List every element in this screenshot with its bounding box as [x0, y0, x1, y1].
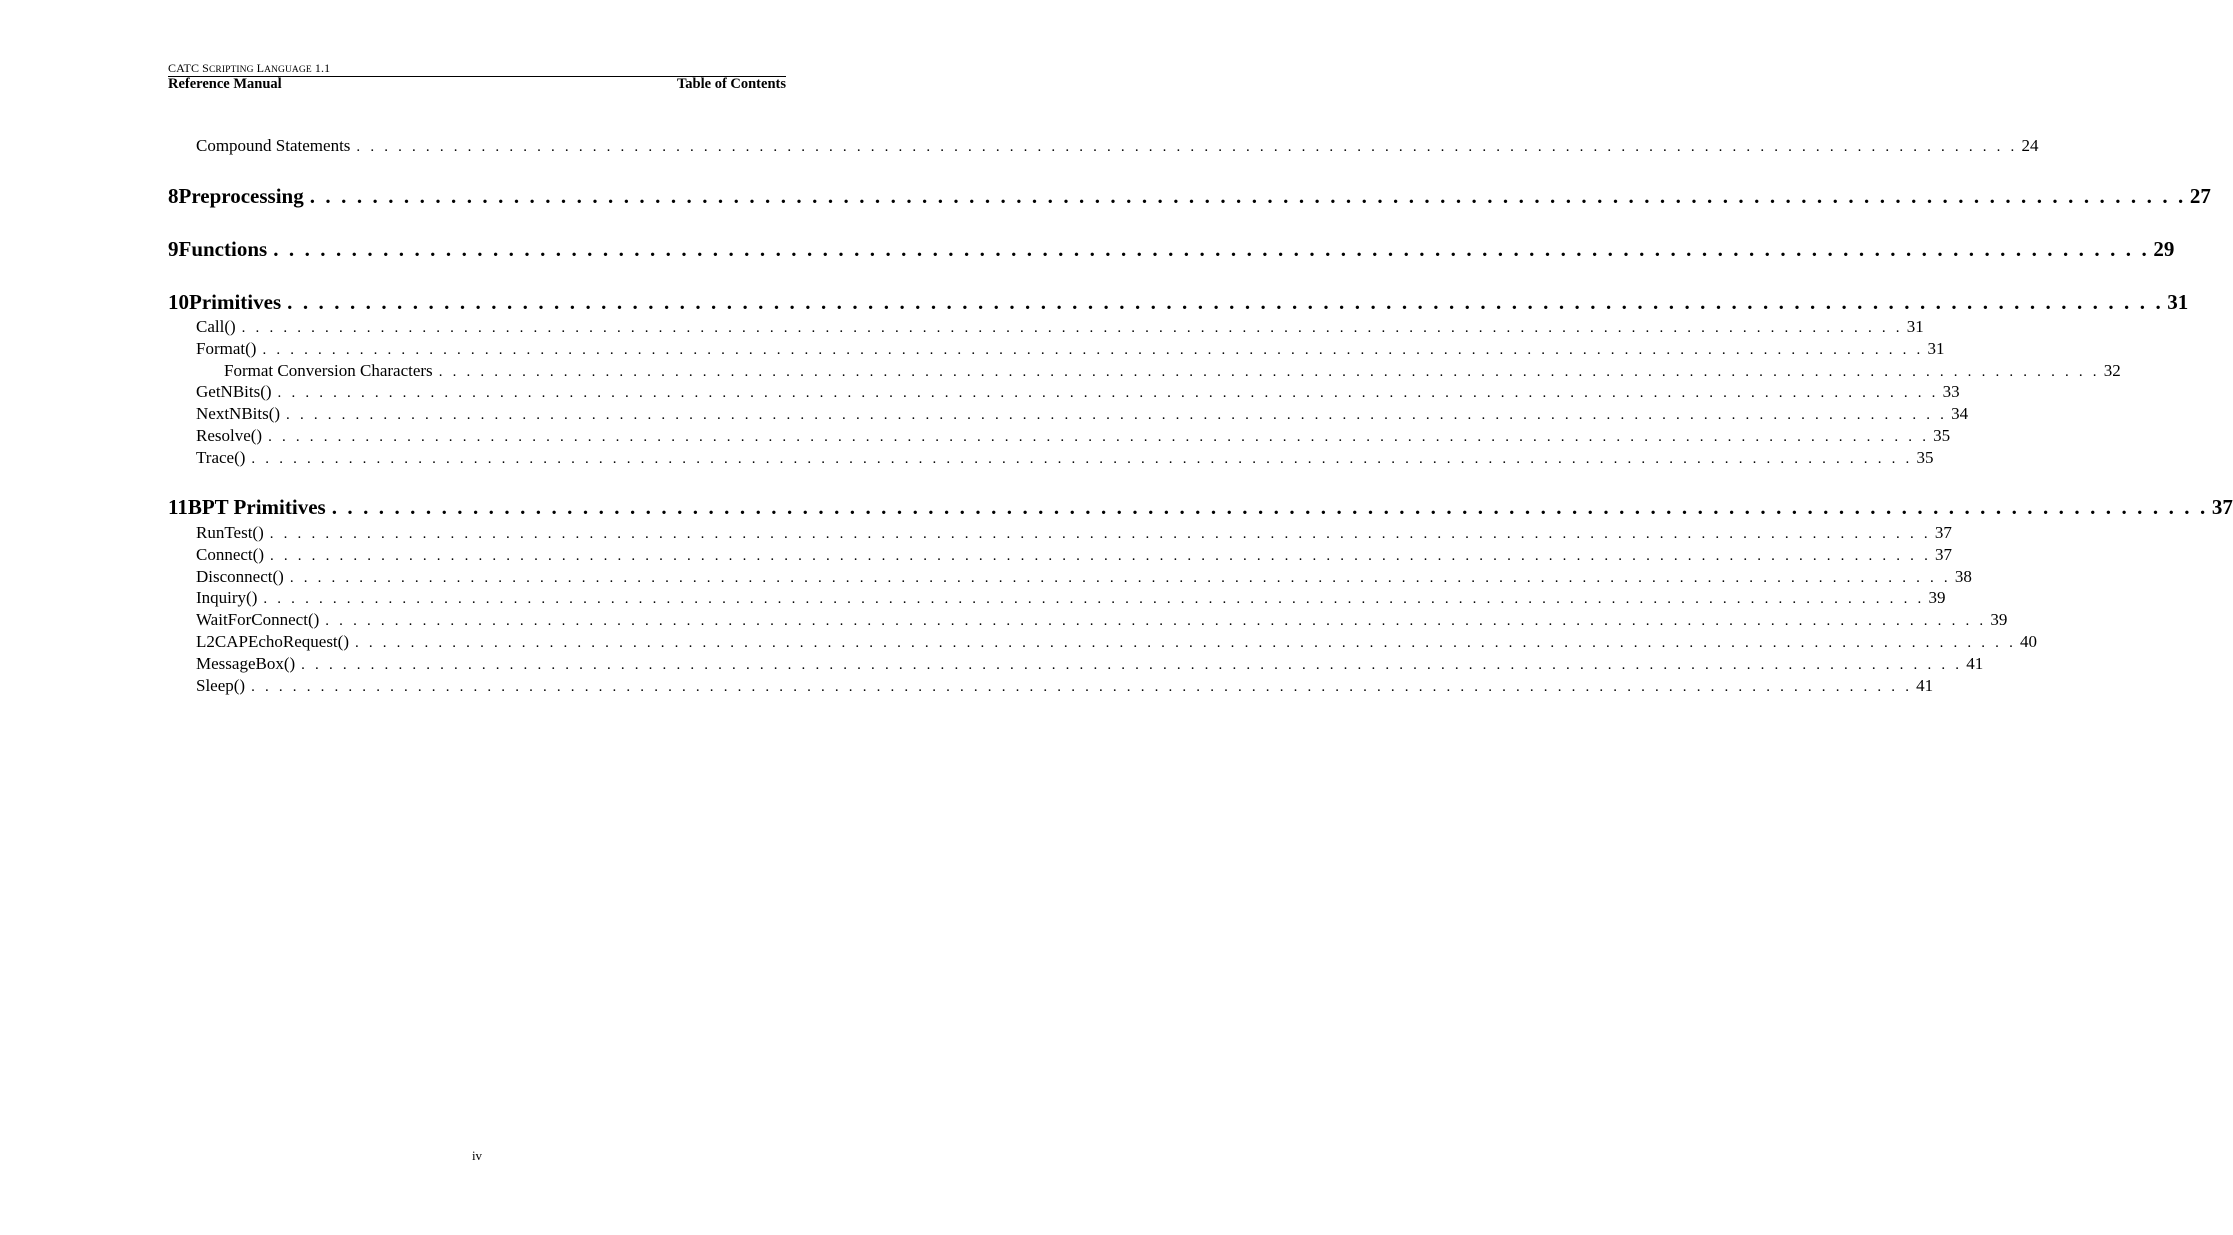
toc-page-number: 38 — [1954, 567, 1972, 586]
toc-page-number: 29 — [2153, 237, 2175, 261]
toc-entry-title: MessageBox() — [196, 654, 296, 673]
toc-entry-title: BPT Primitives — [187, 495, 326, 519]
toc-entry-title: Trace() — [196, 448, 246, 467]
toc-entry-title: Format Conversion Characters — [224, 361, 433, 380]
toc-page-number: 41 — [1966, 654, 1984, 673]
toc-entry[interactable] — [168, 382, 1960, 402]
toc-dot-leader: . . . . . . . . . . . . . . . . . . . . . . . . . . . . . . . . . . . . . . . . . . . . . . . . . . . . . . . . . . . . . . . . . . . . . . . . . . . . . . . . . . . . . . . . . . . . . . . . . . . . . . . . . . . . . . . . . . . . . . . . — [289, 570, 1951, 586]
toc-dot-leader: . . . . . . . . . . . . . . . . . . . . . . . . . . . . . . . . . . . . . . . . . . . . . . . . . . . . . . . . . . . . . . . . . . . . . . . . . . . . . . . . . . . . . . . . . . . . . . . . . . . . . . . . . . . . . . . . . . . . . . . . — [325, 613, 1987, 629]
toc-entry-title: Connect() — [196, 545, 264, 564]
toc-entry-title: Format() — [196, 339, 257, 358]
page-number: iv — [471, 1148, 483, 1163]
header-title-part: CATC S — [168, 61, 209, 75]
toc-entry[interactable] — [168, 426, 1951, 446]
toc-dot-leader: . . . . . . . . . . . . . . . . . . . . . . . . . . . . . . . . . . . . . . . . . . . . . . . . . . . . . . . . . . . . . . . . . . . . . . . . . . . . . . . . . . . . . . . . . . . . . . . . . . . . . . . . . . . . . . . . . . . . . . . . — [354, 635, 2017, 651]
toc-entry-title: RunTest() — [196, 523, 264, 542]
header-title-part: L — [253, 61, 265, 75]
toc-entry[interactable] — [168, 495, 2233, 520]
toc-page-number: 39 — [1928, 588, 1946, 607]
toc-entry[interactable] — [168, 545, 1953, 565]
toc-page-number: 31 — [1906, 317, 1924, 336]
toc-entry[interactable] — [168, 610, 2008, 630]
header-title-part: CRIPTING — [208, 65, 254, 75]
toc-dot-leader: . . . . . . . . . . . . . . . . . . . . . . . . . . . . . . . . . . . . . . . . . . . . . . . . . . . . . . . . . . . . . . . . . . . . . . . . . . . . . . . . . . . . . . . . . . . . . . . . . . . . . . . . . . . . . . . . . . . . . . . . — [438, 364, 2100, 380]
toc-chapter-number: 10 — [168, 290, 189, 314]
header-title-part: 1.1 — [311, 61, 331, 75]
running-header-title — [168, 61, 330, 76]
toc-entry[interactable] — [168, 523, 1952, 543]
toc-entry[interactable] — [168, 676, 1934, 696]
toc-entry[interactable] — [168, 290, 2189, 315]
toc-entry-title: Compound Statements — [196, 136, 351, 155]
toc-dot-leader: . . . . . . . . . . . . . . . . . . . . . . . . . . . . . . . . . . . . . . . . . . . . . . . . . . . . . . . . . . . . . . . . . . . . . . . . . . . . . . . . . . . . . . . . . . . . . . . . . . . . . . . . . . . . . . . . . . . . . . . . — [268, 429, 1930, 445]
toc-page-number: 39 — [1990, 610, 2008, 629]
toc-page-number: 40 — [2020, 632, 2038, 651]
toc-dot-leader: . . . . . . . . . . . . . . . . . . . . . . . . . . . . . . . . . . . . . . . . . . . . . . . . . . . . . . . . . . . . . . . . . . . . . . . . . . . . . . . . . . . . . . . . . . . . . . . . . . . . . . . . . . . . . . . . . . . . . . . . — [269, 548, 1932, 564]
toc-page-number: 27 — [2189, 184, 2211, 208]
toc-dot-leader: . . . . . . . . . . . . . . . . . . . . . . . . . . . . . . . . . . . . . . . . . . . . . . . . . . . . . . . . . . . . . . . . . . . . . . . . . . . . . . . . . . . . . . . . . . . . . . . . . . . . . . . . . . . . . . . . . . . . . . . . — [301, 657, 1963, 673]
toc-page-number: 34 — [1951, 404, 1969, 423]
toc-entry[interactable] — [168, 317, 1924, 337]
toc-entry-title: Inquiry() — [196, 588, 258, 607]
toc-entry-title: Call() — [196, 317, 236, 336]
toc-dot-leader: . . . . . . . . . . . . . . . . . . . . . . . . . . . . . . . . . . . . . . . . . . . . . . . . . . . . . . . . . . . . . . . . . . . . . . . . . . . . . . . . . . . . . . . . . . . . . . . . . . . . . . . . . . . . . . . . . . . . . . . . — [356, 139, 2018, 155]
toc-page-number: 41 — [1916, 676, 1934, 695]
toc-entry[interactable] — [168, 654, 1984, 674]
toc-entry-title: NextNBits() — [196, 404, 281, 423]
toc-dot-leader: . . . . . . . . . . . . . . . . . . . . . . . . . . . . . . . . . . . . . . . . . . . . . . . . . . . . . . . . . . . . . . . . . . . . . . . . . . . . . . . . . . . . . . . . . . . . . . . . . . . . . . . . . . . . . . . . . . . . . . . . — [287, 290, 2164, 314]
toc-page-number: 31 — [2167, 290, 2189, 314]
toc-entry[interactable] — [168, 237, 2175, 262]
toc-entry-title: L2CAPEchoRequest() — [196, 632, 349, 651]
toc-entry[interactable] — [168, 404, 1969, 424]
toc-entry[interactable] — [168, 588, 1946, 608]
toc-dot-leader: . . . . . . . . . . . . . . . . . . . . . . . . . . . . . . . . . . . . . . . . . . . . . . . . . . . . . . . . . . . . . . . . . . . . . . . . . . . . . . . . . . . . . . . . . . . . . . . . . . . . . . . . . . . . . . . . . . . . . . . . — [263, 591, 1925, 607]
toc-page-number: 37 — [2211, 495, 2233, 519]
toc-page-number: 33 — [1942, 382, 1960, 401]
toc-chapter-number: 9 — [168, 237, 179, 261]
toc-entry-title: Preprocessing — [178, 184, 304, 208]
toc-dot-leader: . . . . . . . . . . . . . . . . . . . . . . . . . . . . . . . . . . . . . . . . . . . . . . . . . . . . . . . . . . . . . . . . . . . . . . . . . . . . . . . . . . . . . . . . . . . . . . . . . . . . . . . . . . . . . . . . . . . . . . . . — [241, 320, 1903, 336]
toc-dot-leader: . . . . . . . . . . . . . . . . . . . . . . . . . . . . . . . . . . . . . . . . . . . . . . . . . . . . . . . . . . . . . . . . . . . . . . . . . . . . . . . . . . . . . . . . . . . . . . . . . . . . . . . . . . . . . . . . . . . . . . . . — [277, 385, 1939, 401]
toc-entry[interactable] — [168, 136, 2039, 156]
toc-chapter-number: 11 — [168, 495, 188, 519]
toc-entry-title: Primitives — [189, 290, 282, 314]
toc-page-number: 35 — [1916, 448, 1934, 467]
toc-entry-title: Resolve() — [196, 426, 263, 445]
toc-page-number: 35 — [1933, 426, 1951, 445]
toc-entry-title: Disconnect() — [196, 567, 284, 586]
toc-entry[interactable] — [168, 448, 1934, 468]
toc-entry[interactable] — [168, 184, 2211, 209]
toc-entry-title: Functions — [178, 237, 268, 261]
toc-dot-leader: . . . . . . . . . . . . . . . . . . . . . . . . . . . . . . . . . . . . . . . . . . . . . . . . . . . . . . . . . . . . . . . . . . . . . . . . . . . . . . . . . . . . . . . . . . . . . . . . . . . . . . . . . . . . . . . . . . . . . . . . — [262, 342, 1924, 358]
toc-entry[interactable] — [168, 632, 2038, 652]
toc-page-number: 32 — [2103, 361, 2121, 380]
toc-dot-leader: . . . . . . . . . . . . . . . . . . . . . . . . . . . . . . . . . . . . . . . . . . . . . . . . . . . . . . . . . . . . . . . . . . . . . . . . . . . . . . . . . . . . . . . . . . . . . . . . . . . . . . . . . . . . . . . . . . . . . . . . — [251, 451, 1913, 467]
toc-dot-leader: . . . . . . . . . . . . . . . . . . . . . . . . . . . . . . . . . . . . . . . . . . . . . . . . . . . . . . . . . . . . . . . . . . . . . . . . . . . . . . . . . . . . . . . . . . . . . . . . . . . . . . . . . . . . . . . . . . . . . . . . — [286, 407, 1948, 423]
toc-dot-leader: . . . . . . . . . . . . . . . . . . . . . . . . . . . . . . . . . . . . . . . . . . . . . . . . . . . . . . . . . . . . . . . . . . . . . . . . . . . . . . . . . . . . . . . . . . . . . . . . . . . . . . . . . . . . . . . . . . . . . . . . — [273, 237, 2150, 261]
toc-page-number: 37 — [1935, 545, 1953, 564]
toc-entry-title: Sleep() — [196, 676, 246, 695]
toc-page-number: 24 — [2021, 136, 2039, 155]
toc-entry[interactable] — [168, 339, 1945, 359]
toc-entry[interactable] — [168, 361, 2121, 381]
toc-page-number: 37 — [1934, 523, 1952, 542]
header-left-label: Reference Manual — [168, 76, 282, 92]
header-right-label: Table of Contents — [676, 76, 786, 92]
toc-page-number: 31 — [1927, 339, 1945, 358]
toc-dot-leader: . . . . . . . . . . . . . . . . . . . . . . . . . . . . . . . . . . . . . . . . . . . . . . . . . . . . . . . . . . . . . . . . . . . . . . . . . . . . . . . . . . . . . . . . . . . . . . . . . . . . . . . . . . . . . . . . . . . . . . . . — [251, 679, 1913, 695]
toc-entry[interactable] — [168, 567, 1972, 587]
toc-chapter-number: 8 — [168, 184, 179, 208]
toc-entry-title: GetNBits() — [196, 382, 272, 401]
toc-dot-leader: . . . . . . . . . . . . . . . . . . . . . . . . . . . . . . . . . . . . . . . . . . . . . . . . . . . . . . . . . . . . . . . . . . . . . . . . . . . . . . . . . . . . . . . . . . . . . . . . . . . . . . . . . . . . . . . . . . . . . . . . — [269, 526, 1931, 542]
toc-dot-leader: . . . . . . . . . . . . . . . . . . . . . . . . . . . . . . . . . . . . . . . . . . . . . . . . . . . . . . . . . . . . . . . . . . . . . . . . . . . . . . . . . . . . . . . . . . . . . . . . . . . . . . . . . . . . . . . . . . . . . . . . — [309, 184, 2186, 208]
toc-entry-title: WaitForConnect() — [196, 610, 320, 629]
header-title-part: ANGUAGE — [264, 65, 312, 75]
toc-dot-leader: . . . . . . . . . . . . . . . . . . . . . . . . . . . . . . . . . . . . . . . . . . . . . . . . . . . . . . . . . . . . . . . . . . . . . . . . . . . . . . . . . . . . . . . . . . . . . . . . . . . . . . . . . . . . . . . . . . . . . . . . — [331, 495, 2208, 519]
